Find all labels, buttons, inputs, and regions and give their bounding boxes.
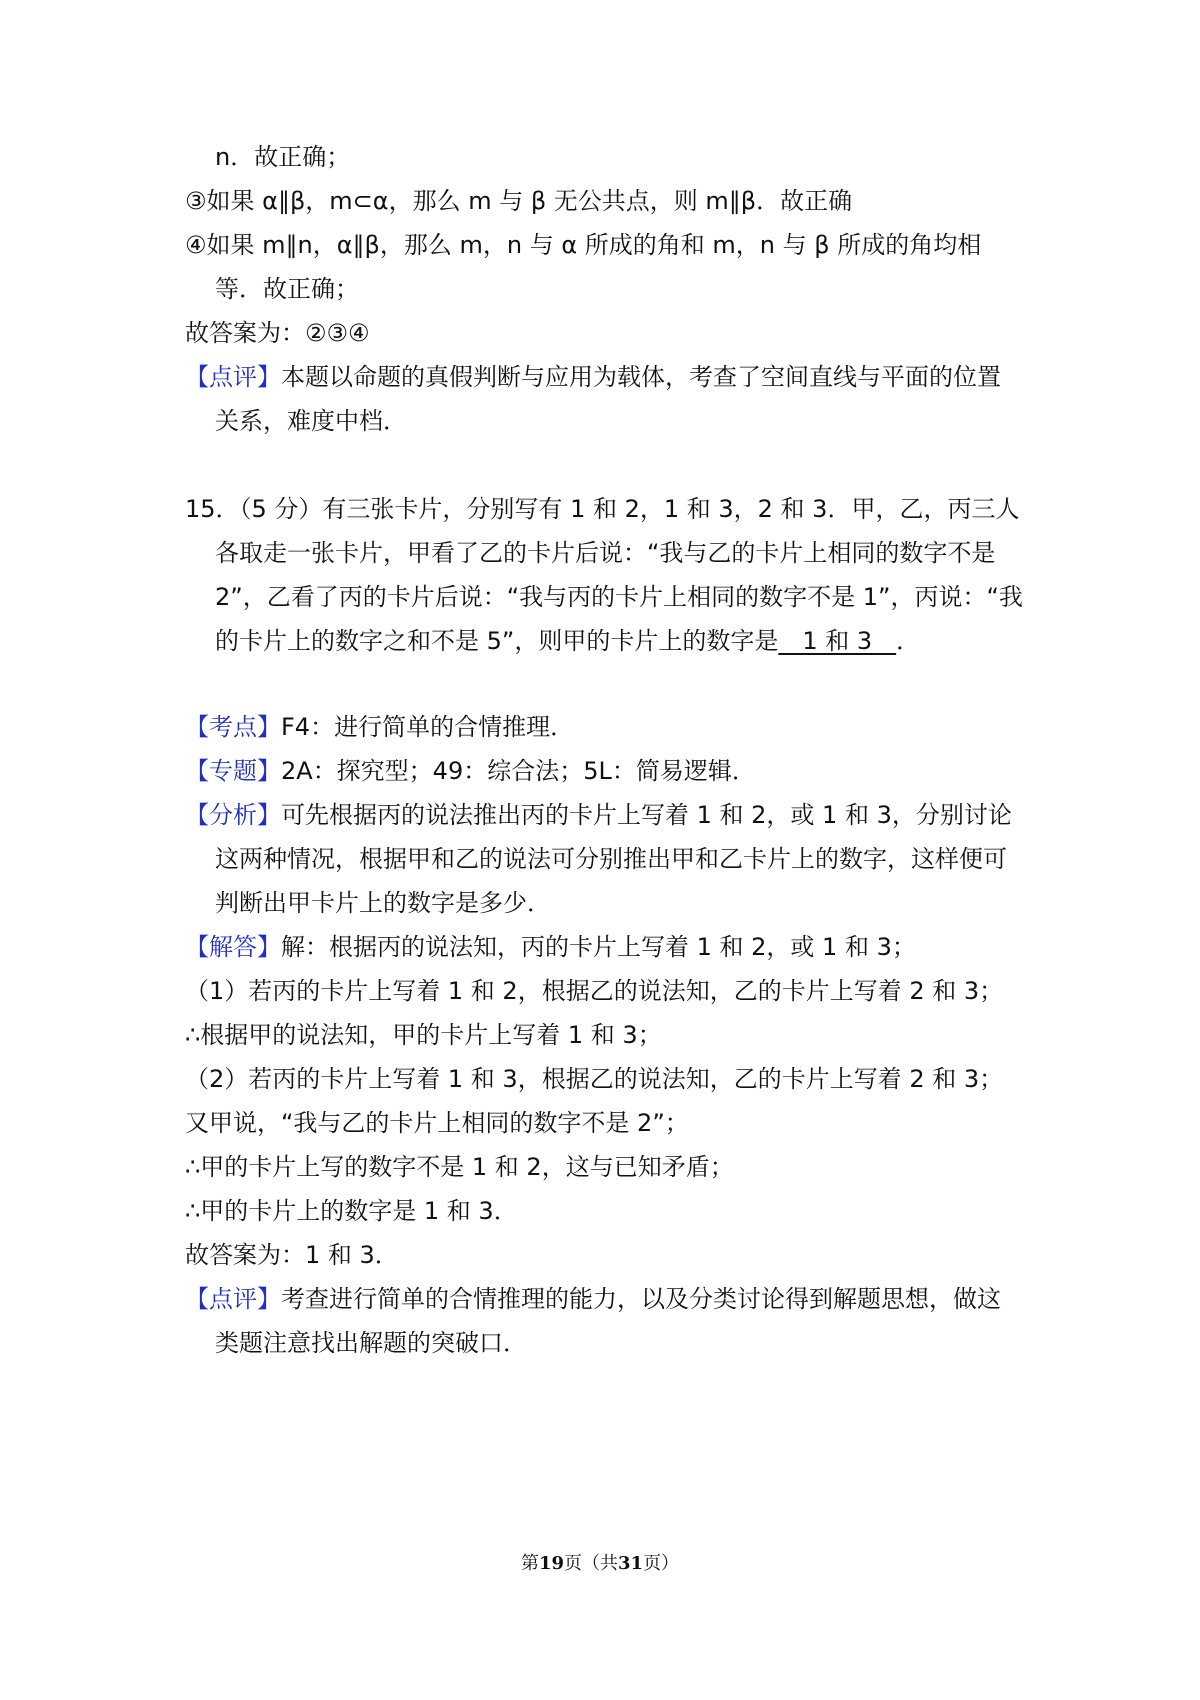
- review-line: [185, 361, 1045, 393]
- text-line: 各取走一张卡片，甲看了乙的卡片后说：“我与乙的卡片上相同的数字不是: [215, 539, 996, 567]
- text-line: ③如果 α∥β，m⊂α，那么 m 与 β 无公共点，则 m∥β．故正确: [185, 187, 853, 215]
- page-footer: [0, 1552, 1200, 1576]
- review-tag: 【点评】: [185, 1285, 281, 1313]
- text-line: 又甲说，“我与乙的卡片上相同的数字不是 2”；: [185, 1109, 689, 1137]
- footer-prefix: 第: [520, 1553, 539, 1574]
- review-text: 考查进行简单的合情推理的能力，以及分类讨论得到解题思想，做这: [281, 1285, 1001, 1313]
- footer-suffix: 页）: [643, 1553, 680, 1574]
- review-line: [185, 1283, 1045, 1315]
- jieda-line: [185, 931, 1045, 963]
- fenxi-text: 可先根据丙的说法推出丙的卡片上写着 1 和 2，或 1 和 3，分别讨论: [281, 801, 1012, 829]
- text-segment: ．: [896, 627, 921, 655]
- text-line: （2）若丙的卡片上写着 1 和 3，根据乙的说法知，乙的卡片上写着 2 和 3；: [185, 1065, 1004, 1093]
- review-text: 本题以命题的真假判断与应用为载体，考查了空间直线与平面的位置: [281, 363, 1001, 391]
- zhuanti-text: 2A：探究型；49：综合法；5L：简易逻辑．: [281, 757, 756, 785]
- text-line: 2”，乙看了丙的卡片后说：“我与丙的卡片上相同的数字不是 1”，丙说：“我: [215, 583, 1023, 611]
- jieda-tag: 【解答】: [185, 933, 281, 961]
- answer-line: 故答案为：②③④: [185, 319, 370, 347]
- kaodian-line: [185, 711, 1045, 743]
- text-line: n．故正确；: [215, 143, 351, 171]
- text-line: 等．故正确；: [215, 275, 359, 303]
- total-pages: 31: [618, 1553, 644, 1574]
- text-line: 关系，难度中档．: [215, 407, 407, 435]
- text-line: 这两种情况，根据甲和乙的说法可分别推出甲和乙卡片上的数字，这样便可: [215, 845, 1007, 873]
- answer-line: 故答案为：1 和 3．: [185, 1241, 399, 1269]
- zhuanti-tag: 【专题】: [185, 757, 281, 785]
- jieda-text: 解：根据丙的说法知，丙的卡片上写着 1 和 2，或 1 和 3；: [281, 933, 916, 961]
- footer-middle: 页（共: [564, 1553, 618, 1574]
- question-stem: 15．（5 分）有三张卡片，分别写有 1 和 2，1 和 3，2 和 3．甲，乙，丙三人: [185, 495, 1020, 523]
- answer-blank: 1 和 3: [778, 627, 897, 655]
- kaodian-tag: 【考点】: [185, 713, 281, 741]
- zhuanti-line: [185, 755, 1045, 787]
- text-line: （1）若丙的卡片上写着 1 和 2，根据乙的说法知，乙的卡片上写着 2 和 3；: [185, 977, 1004, 1005]
- fenxi-line: [185, 799, 1045, 831]
- kaodian-text: F4：进行简单的合情推理．: [281, 713, 575, 741]
- text-line: ∴甲的卡片上写的数字不是 1 和 2，这与已知矛盾；: [185, 1153, 734, 1181]
- text-line: ④如果 m∥n，α∥β，那么 m，n 与 α 所成的角和 m，n 与 β 所成的角均相: [185, 231, 982, 259]
- text-segment: 的卡片上的数字之和不是 5”，则甲的卡片上的数字是: [215, 627, 779, 655]
- fenxi-tag: 【分析】: [185, 801, 281, 829]
- page-number: 19: [538, 1553, 564, 1574]
- text-line: ∴根据甲的说法知，甲的卡片上写着 1 和 3；: [185, 1021, 662, 1049]
- review-tag: 【点评】: [185, 363, 281, 391]
- text-line: ∴甲的卡片上的数字是 1 和 3．: [185, 1197, 518, 1225]
- text-line: 类题注意找出解题的突破口．: [215, 1329, 527, 1357]
- text-line: 判断出甲卡片上的数字是多少．: [215, 889, 551, 917]
- text-line: [215, 625, 1075, 657]
